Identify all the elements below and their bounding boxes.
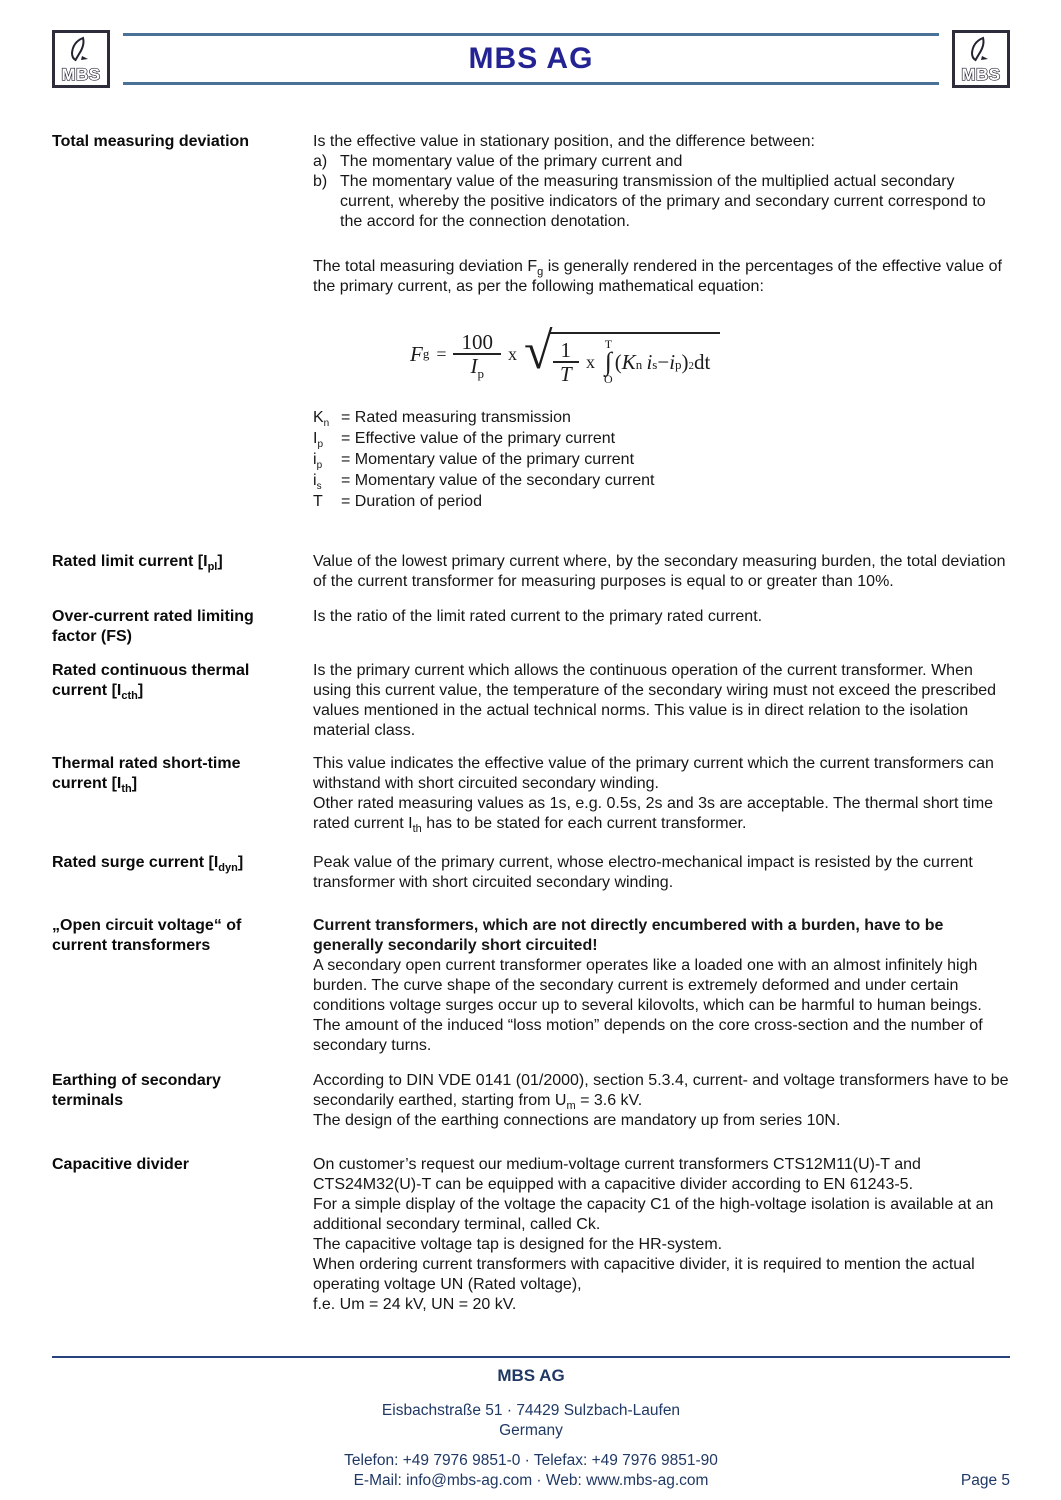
term-capacitive-divider: Capacitive divider (52, 1156, 189, 1173)
var-I-sub: p (477, 366, 484, 382)
page-title: MBS AG (468, 42, 594, 75)
definition-total-measuring-deviation (313, 132, 1010, 512)
footer-phone-line: Telefon: +49 7976 9851-0 · Telefax: +49 7976 9851-90 (344, 1452, 718, 1469)
legend-row-kn (313, 407, 1010, 428)
definition-paragraph: For a simple display of the voltage the capacity C1 of the high-voltage isolation is available at an additional secondary terminal, called Ck. (313, 1196, 994, 1233)
definition-paragraph: f.e. Um = 24 kV, UN = 20 kV. (313, 1296, 517, 1313)
mbs-logo-left (52, 30, 110, 88)
list-item-text: The momentary value of the primary current and (340, 153, 683, 170)
definition-thermal-rated-short-time-current (313, 754, 1010, 834)
definition-paragraph: When ordering current transformers with capacitive divider, it is required to mention the actual operating voltage UN (Rated voltage), (313, 1256, 975, 1293)
svg-text:MBS: MBS (961, 65, 1001, 84)
multiplication-sign: x (586, 352, 596, 372)
section-rated-limit-current (52, 552, 1010, 592)
definition-paragraph: Peak value of the primary current, whose electro-mechanical impact is resisted by the current transformer with short circuited secondary winding. (313, 854, 973, 891)
definition-over-current-factor (313, 607, 1010, 647)
definition-open-circuit-voltage (313, 916, 1010, 1056)
definition-list (52, 132, 1010, 1315)
fraction-denominator: T (559, 362, 572, 386)
list-marker: b) (313, 173, 328, 190)
list-item-a (313, 152, 1010, 172)
fraction-numerator: 1 (553, 340, 580, 363)
legend-symbol: T (313, 493, 323, 510)
footer-company-name: MBS AG (497, 1366, 565, 1385)
legend-text: = Momentary value of the secondary current (341, 472, 655, 489)
definition-paragraph: Is the primary current which allows the continuous operation of the current transformer. When using this current value, the temperature of the secondary wiring must not exceed the prescribed values mentioned in the actual technical norms. This value is in direct relation to the isolation material class. (313, 662, 997, 739)
legend-text: = Momentary value of the primary current (341, 451, 635, 468)
term-rated-surge-current: Rated surge current $[I_{dyn}]$ (52, 854, 244, 875)
integral-lower-limit: O (604, 372, 613, 386)
legend-text: = Rated measuring transmission (341, 409, 571, 426)
legend-row-Ip (313, 428, 1010, 449)
page-footer (52, 1356, 1010, 1491)
section-open-circuit-voltage (52, 916, 1010, 1056)
section-total-measuring-deviation (52, 132, 1010, 512)
fraction-denominator (470, 354, 484, 382)
root-body (549, 332, 721, 385)
definition-paragraph: On customer’s request our medium-voltage current transformers CTS12M11(U)-T and CTS24M32(U)-T can be equipped with a capacitive divider according to EN 61243-5. (313, 1156, 921, 1193)
list-item-b (313, 172, 1010, 232)
legend-text: = Duration of period (341, 493, 482, 510)
definition-rated-surge-current (313, 853, 1010, 893)
legend-symbol: $I_p$ (313, 430, 324, 451)
formula-legend (313, 407, 1010, 512)
page-header (52, 30, 1010, 88)
definition-paragraph: The total measuring deviation $F_g$ is generally rendered in the percentages of the effective value of the primary current, as per the following mathematical equation: (313, 258, 1002, 295)
definition-paragraph: Is the ratio of the limit rated current to the primary rated current. (313, 608, 763, 625)
term-earthing-secondary-terminals: Earthing of secondary terminals (52, 1072, 221, 1109)
definition-capacitive-divider (313, 1155, 1010, 1315)
definition-paragraph: This value indicates the effective value of the primary current which the current transformers can withstand with short circuited secondary winding. (313, 755, 994, 792)
definition-paragraph: The design of the earthing connections are mandatory up from series 10N. (313, 1112, 841, 1129)
radical-sign: √ (523, 323, 553, 380)
header-rule-band (123, 33, 939, 85)
legend-symbol: $K_n$ (313, 409, 330, 430)
definition-paragraph: Value of the lowest primary current where, by the secondary measuring burden, the total deviation of the current transformer for measuring purposes is equal to or greater than 10%. (313, 553, 1006, 590)
footer-address (52, 1401, 1010, 1441)
definition-earthing-secondary-terminals (313, 1071, 1010, 1131)
list-marker: a) (313, 153, 328, 170)
definition-rated-continuous-thermal-current (313, 661, 1010, 741)
mbs-logo-icon (52, 30, 110, 88)
section-earthing-secondary-terminals (52, 1071, 1010, 1131)
square-root (524, 323, 720, 385)
legend-symbol: $i_p$ (313, 451, 323, 472)
term-rated-limit-current: Rated limit current $[I_{pl}]$ (52, 553, 223, 574)
definition-paragraph: Other rated measuring values as 1s, e.g. 0.5s, 2s and 3s are acceptable. The thermal short time rated current $I_{th}$ has to be stated for each current transformer. (313, 795, 994, 836)
section-capacitive-divider (52, 1155, 1010, 1315)
mbs-logo-icon (952, 30, 1010, 88)
term-rated-continuous-thermal-current: Rated continuous thermal current $[I_{cth}]$ (52, 662, 250, 703)
total-deviation-formula: F g = $\frac{100}{I_p}$ x √ $\frac{1}{T}$ x T ∫ O ( K n i s − i p ) 2 dt (410, 323, 1010, 385)
legend-row-T (313, 491, 1010, 512)
section-rated-continuous-thermal-current (52, 661, 1010, 741)
legend-row-is (313, 470, 1010, 491)
footer-contact (52, 1451, 1010, 1491)
term-thermal-rated-short-time-current: Thermal rated short-time current $[I_{th}]$ (52, 755, 241, 796)
formula-lhs: F (410, 342, 423, 366)
legend-row-ip (313, 449, 1010, 470)
fraction-100-over-ip (453, 330, 501, 382)
term-open-circuit-voltage: „Open circuit voltage“ of current transformers (52, 917, 242, 954)
equals-sign: = (436, 344, 447, 364)
legend-text: = Effective value of the primary current (341, 430, 616, 447)
integral-with-limits (604, 339, 613, 385)
term-over-current-factor: Over-current rated limiting factor (FS) (52, 608, 254, 645)
multiplication-sign: x (507, 344, 517, 364)
footer-address-line1: Eisbachstraße 51 · 74429 Sulzbach-Laufen (381, 1402, 681, 1419)
list-item-text: The momentary value of the measuring transmission of the multiplied actual secondary current, whereby the positive indicators of the primary and secondary current correspond to the accord for the connection denotation. (340, 173, 986, 230)
mbs-logo-right (952, 30, 1010, 88)
definition-rated-limit-current (313, 552, 1010, 592)
svg-text:MBS: MBS (61, 65, 101, 84)
definition-paragraph: A secondary open current transformer operates like a loaded one with an almost infinitely high burden. The curve shape of the secondary current is extremely deformed and under certain conditions voltage surges occur up to several kilovolts, which can be harmful to human beings. The amount of the induced “loss motion” depends on the core cross-section and the number of secondary turns. (313, 957, 983, 1054)
var-I: I (470, 354, 478, 378)
integrand-expression: ( K n i s − i p ) 2 dt (614, 350, 711, 374)
integral-sign: ∫ (604, 347, 612, 376)
legend-symbol: $i_s$ (313, 472, 322, 493)
footer-address-line2: Germany (499, 1422, 563, 1439)
definition-paragraph-bold: Current transformers, which are not directly encumbered with a burden, have to be generally secondarily short circuited! (313, 917, 944, 954)
fraction-1-over-T (553, 340, 580, 384)
term-total-measuring-deviation: Total measuring deviation (52, 133, 250, 150)
definition-paragraph: The capacitive voltage tap is designed for the HR-system. (313, 1236, 723, 1253)
page-number: Page 5 (960, 1472, 1010, 1489)
fraction-numerator: 100 (453, 332, 501, 355)
integral-upper-limit: T (604, 337, 613, 351)
section-over-current-factor (52, 607, 1010, 647)
definition-paragraph: According to DIN VDE 0141 (01/2000), section 5.3.4, current- and voltage transformers have to be secondarily earthed, starting from $U_m = 3.6$ kV. (313, 1072, 1009, 1113)
footer-email-web-line: E-Mail: info@mbs-ag.com · Web: www.mbs-ag.com (353, 1472, 709, 1489)
section-rated-surge-current (52, 853, 1010, 893)
definition-intro: Is the effective value in stationary position, and the difference between: (313, 133, 815, 150)
section-thermal-rated-short-time-current (52, 754, 1010, 834)
